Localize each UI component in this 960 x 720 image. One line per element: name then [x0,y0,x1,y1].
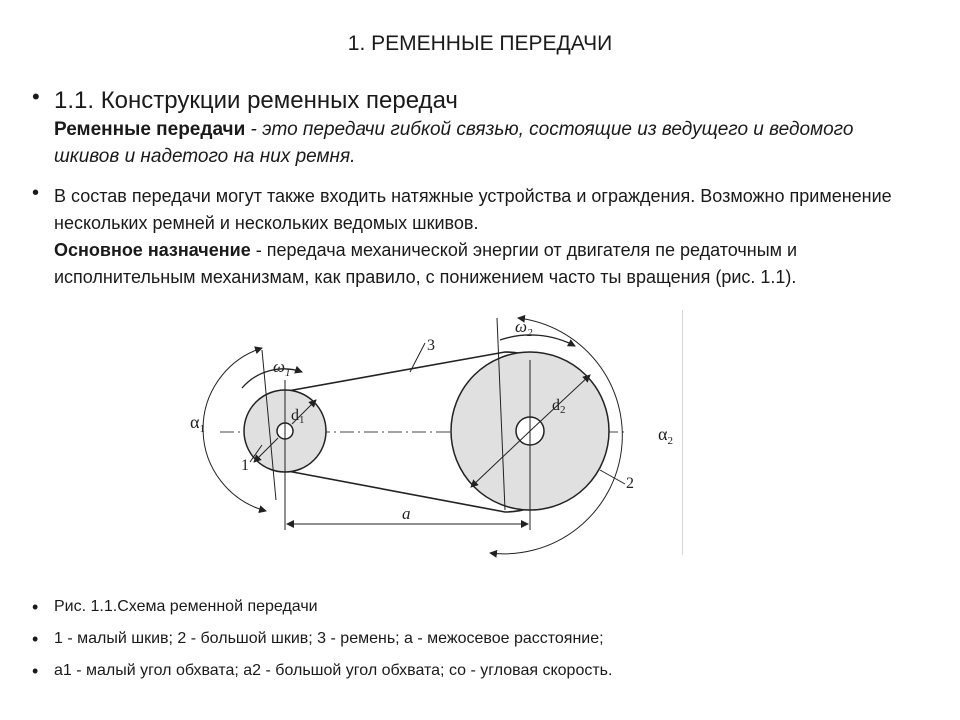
bullet-marker: • [32,661,39,681]
omega2-label: $\omega_2$ [515,317,533,339]
d2-label: d2 [552,397,566,416]
label-2: 2 [626,475,634,492]
omega1-arc [242,369,302,388]
definition-term: Ременные передачи [54,119,246,140]
a-label: a [402,504,411,523]
caption-angles [32,662,612,680]
section-bullet [32,86,922,170]
paragraph-text [54,183,922,316]
caption-figure [32,598,318,616]
definition-text [54,116,922,170]
bullet-marker: • [32,182,40,204]
omega1-label: $\omega_1$ [273,357,291,379]
definition-body: - это передачи гибкой связью, состоящие из ведущего и ведомого шкивов и надетого на них ремня. [54,119,854,167]
caption-legend [32,630,604,648]
paragraph-term: Основное назначение [54,240,251,260]
section-heading: 1.1. Конструкции ременных передач [54,87,458,114]
alpha2-label: $\alpha_2$ [658,424,673,447]
d1-label: d1 [291,407,305,426]
alpha1-label: $\alpha_1$ [190,412,205,435]
caption-text: a1 - малый угол обхвата; a2 - большой угол обхвата; со - угловая скорость. [54,662,613,679]
omega2-arc [500,335,575,346]
caption-text: Рис. 1.1.Схема ременной передачи [54,598,318,615]
bullet-marker: • [32,84,40,109]
bullet-marker: • [32,629,39,649]
paragraph-line-1: В состав передачи могут также входить натяжные устройства и ограждения. Возможно применение нескольких ремней и нескольких ведомых шкивов. [54,186,892,233]
label-1: 1 [241,457,249,474]
bullet-marker: • [32,597,39,617]
paragraph-line-2: - передача механической энергии от двигателя пе редаточным и исполнительным механизмам, как правило, с понижением часто ты вращения (рис. 1.1). [54,240,798,287]
label-3: 3 [427,337,435,354]
slide-title: 1. РЕМЕННЫЕ ПЕРЕДАЧИ [347,32,613,55]
paragraph-bullet [32,183,922,316]
belt-drive-diagram [180,305,690,565]
caption-text: 1 - малый шкив; 2 - большой шкив; 3 - ремень; a - межосевое расстояние; [54,630,604,647]
